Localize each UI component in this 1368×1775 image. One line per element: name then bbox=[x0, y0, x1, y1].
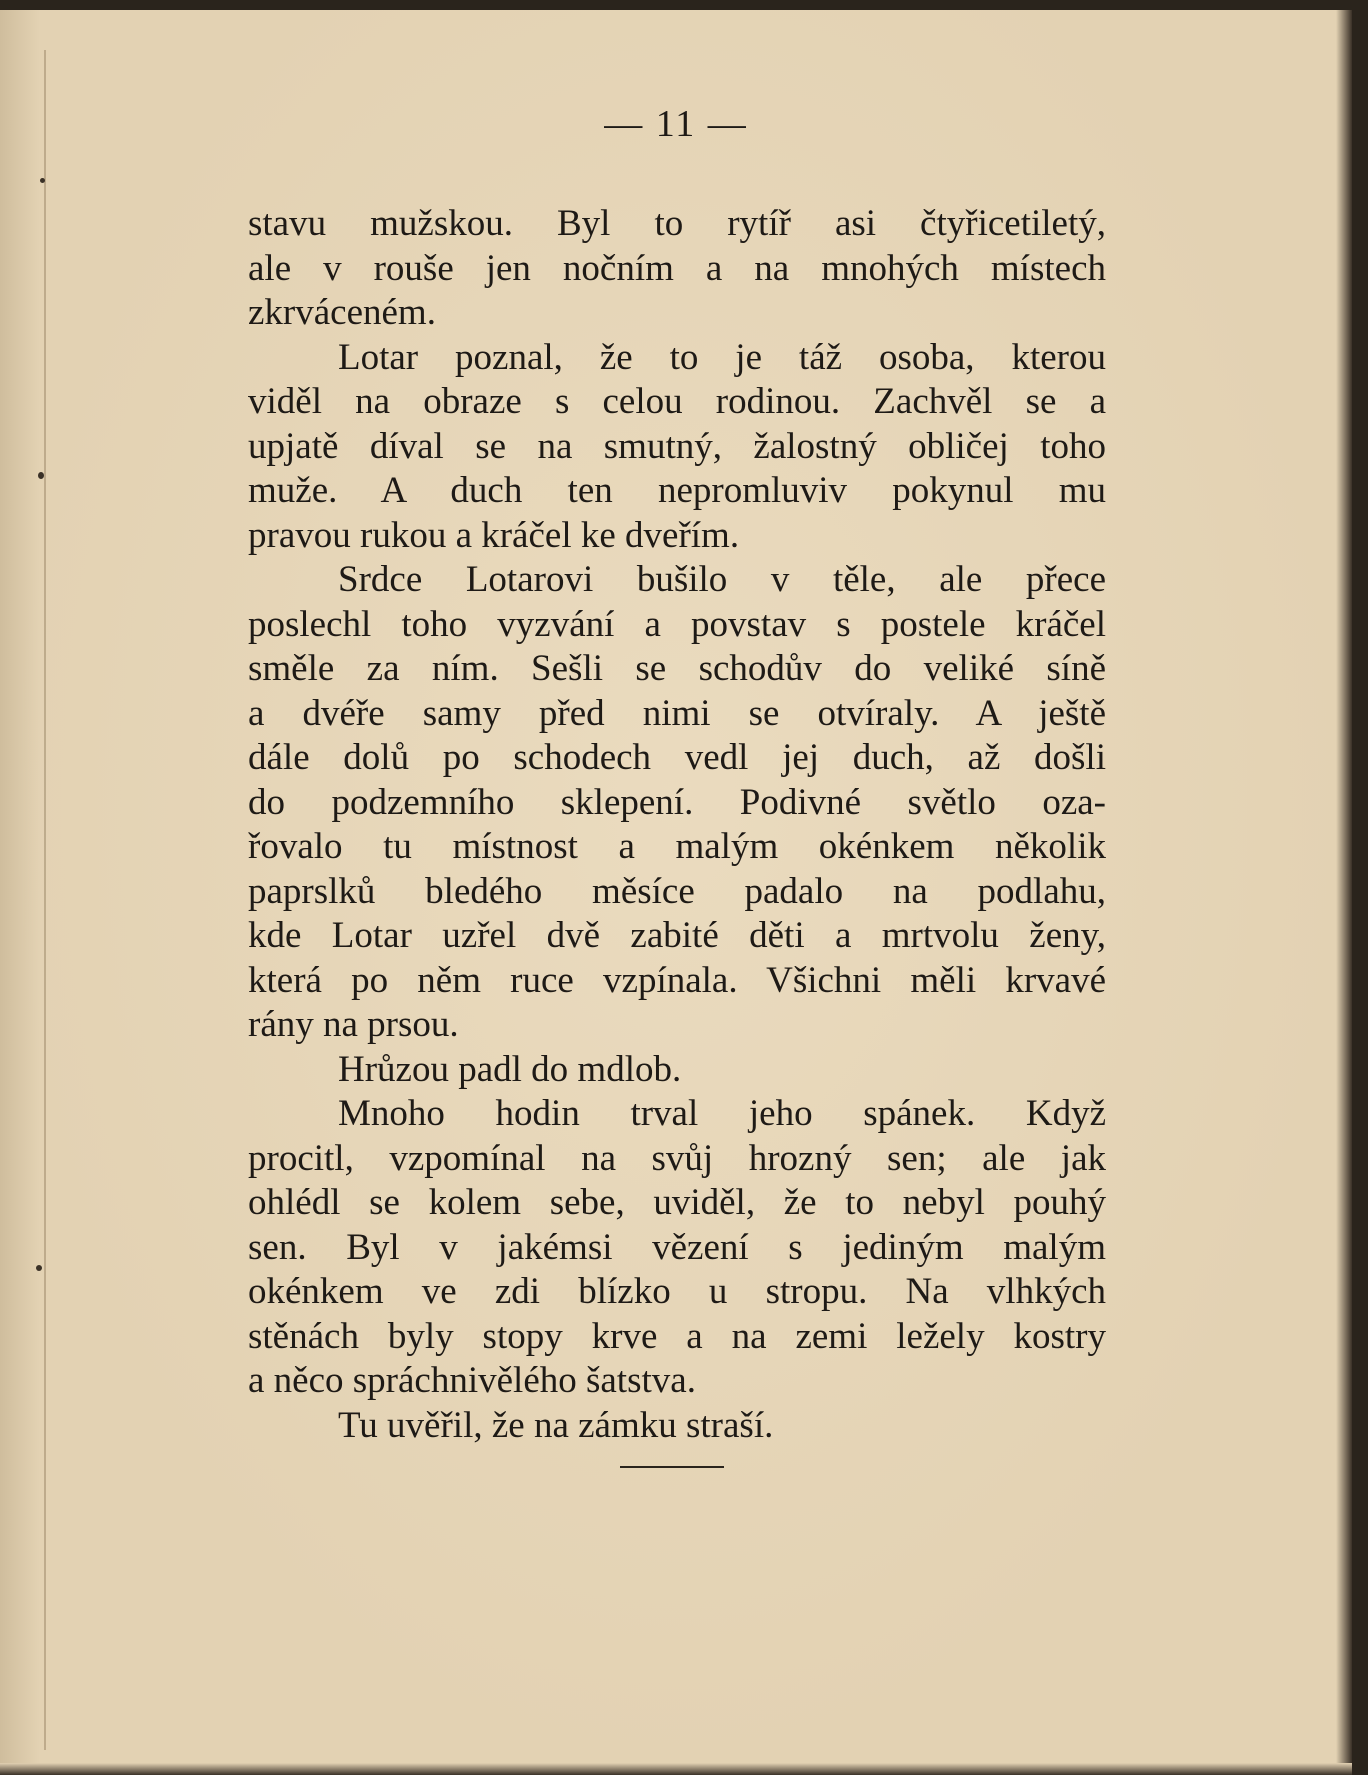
text-line: Srdce Lotarovi bušilo v těle, ale přece bbox=[338, 559, 1106, 600]
page-bottom-edge bbox=[0, 1763, 1352, 1775]
text-line: směle za ním. Sešli se schodův do veliké síně bbox=[248, 648, 1106, 689]
text-line: viděl na obraze s celou rodinou. Zachvěl se a bbox=[248, 381, 1106, 422]
text-line: ale v rouše jen nočním a na mnohých místech bbox=[248, 247, 1106, 289]
paper-speck bbox=[40, 178, 45, 183]
text-line: okénkem ve zdi blízko u stropu. Na vlhkých bbox=[248, 1271, 1106, 1312]
text-line: sen. Byl v jakémsi vězení s jediným malým bbox=[248, 1226, 1106, 1268]
paper-speck bbox=[38, 472, 44, 479]
text-line: rány na prsou. bbox=[248, 1004, 459, 1045]
text-line: Lotar poznal, že to je táž osoba, kterou bbox=[338, 336, 1106, 378]
text-line: muže. A duch ten nepromluviv pokynul mu bbox=[248, 470, 1106, 511]
text-line: kde Lotar uzřel dvě zabité děti a mrtvolu ženy, bbox=[248, 915, 1106, 956]
page-number: — 11 — bbox=[604, 103, 748, 145]
text-line: Mnoho hodin trval jeho spánek. Když bbox=[338, 1093, 1106, 1134]
text-line: která po něm ruce vzpínala. Všichni měli krvavé bbox=[248, 959, 1106, 1001]
text-line: ohlédl se kolem sebe, uviděl, že to nebyl pouhý bbox=[248, 1182, 1106, 1223]
text-line: pravou rukou a kráčel ke dveřím. bbox=[248, 514, 740, 556]
text-line: Hrůzou padl do mdlob. bbox=[338, 1048, 682, 1090]
text-line: řovalo tu místnost a malým okénkem několik bbox=[248, 826, 1106, 867]
end-rule bbox=[620, 1466, 724, 1468]
text-line: procitl, vzpomínal na svůj hrozný sen; ale jak bbox=[248, 1137, 1106, 1179]
page-right-edge bbox=[1336, 10, 1352, 1775]
text-line: do podzemního sklepení. Podivné světlo oza- bbox=[248, 781, 1106, 823]
text-line: zkrváceném. bbox=[248, 292, 436, 333]
text-line: a dvéře samy před nimi se otvíraly. A ještě bbox=[248, 692, 1106, 734]
text-line: Tu uvěřil, že na zámku straší. bbox=[338, 1404, 774, 1446]
text-line: stěnách byly stopy krve a na zemi ležely kostry bbox=[248, 1315, 1106, 1357]
page-gutter-line bbox=[44, 50, 46, 1750]
text-line: poslechl toho vyzvání a povstav s postele kráčel bbox=[248, 603, 1106, 645]
body-text bbox=[248, 202, 1106, 1448]
paper-speck bbox=[36, 1265, 42, 1271]
text-line: dále dolů po schodech vedl jej duch, až došli bbox=[248, 737, 1106, 778]
text-line: stavu mužskou. Byl to rytíř asi čtyřicetiletý, bbox=[248, 203, 1106, 244]
text-line: a něco spráchnivělého šatstva. bbox=[248, 1360, 696, 1401]
text-line: upjatě díval se na smutný, žalostný obličej toho bbox=[248, 425, 1106, 467]
book-page bbox=[0, 10, 1352, 1775]
text-line: paprslků bledého měsíce padalo na podlahu, bbox=[248, 870, 1106, 912]
